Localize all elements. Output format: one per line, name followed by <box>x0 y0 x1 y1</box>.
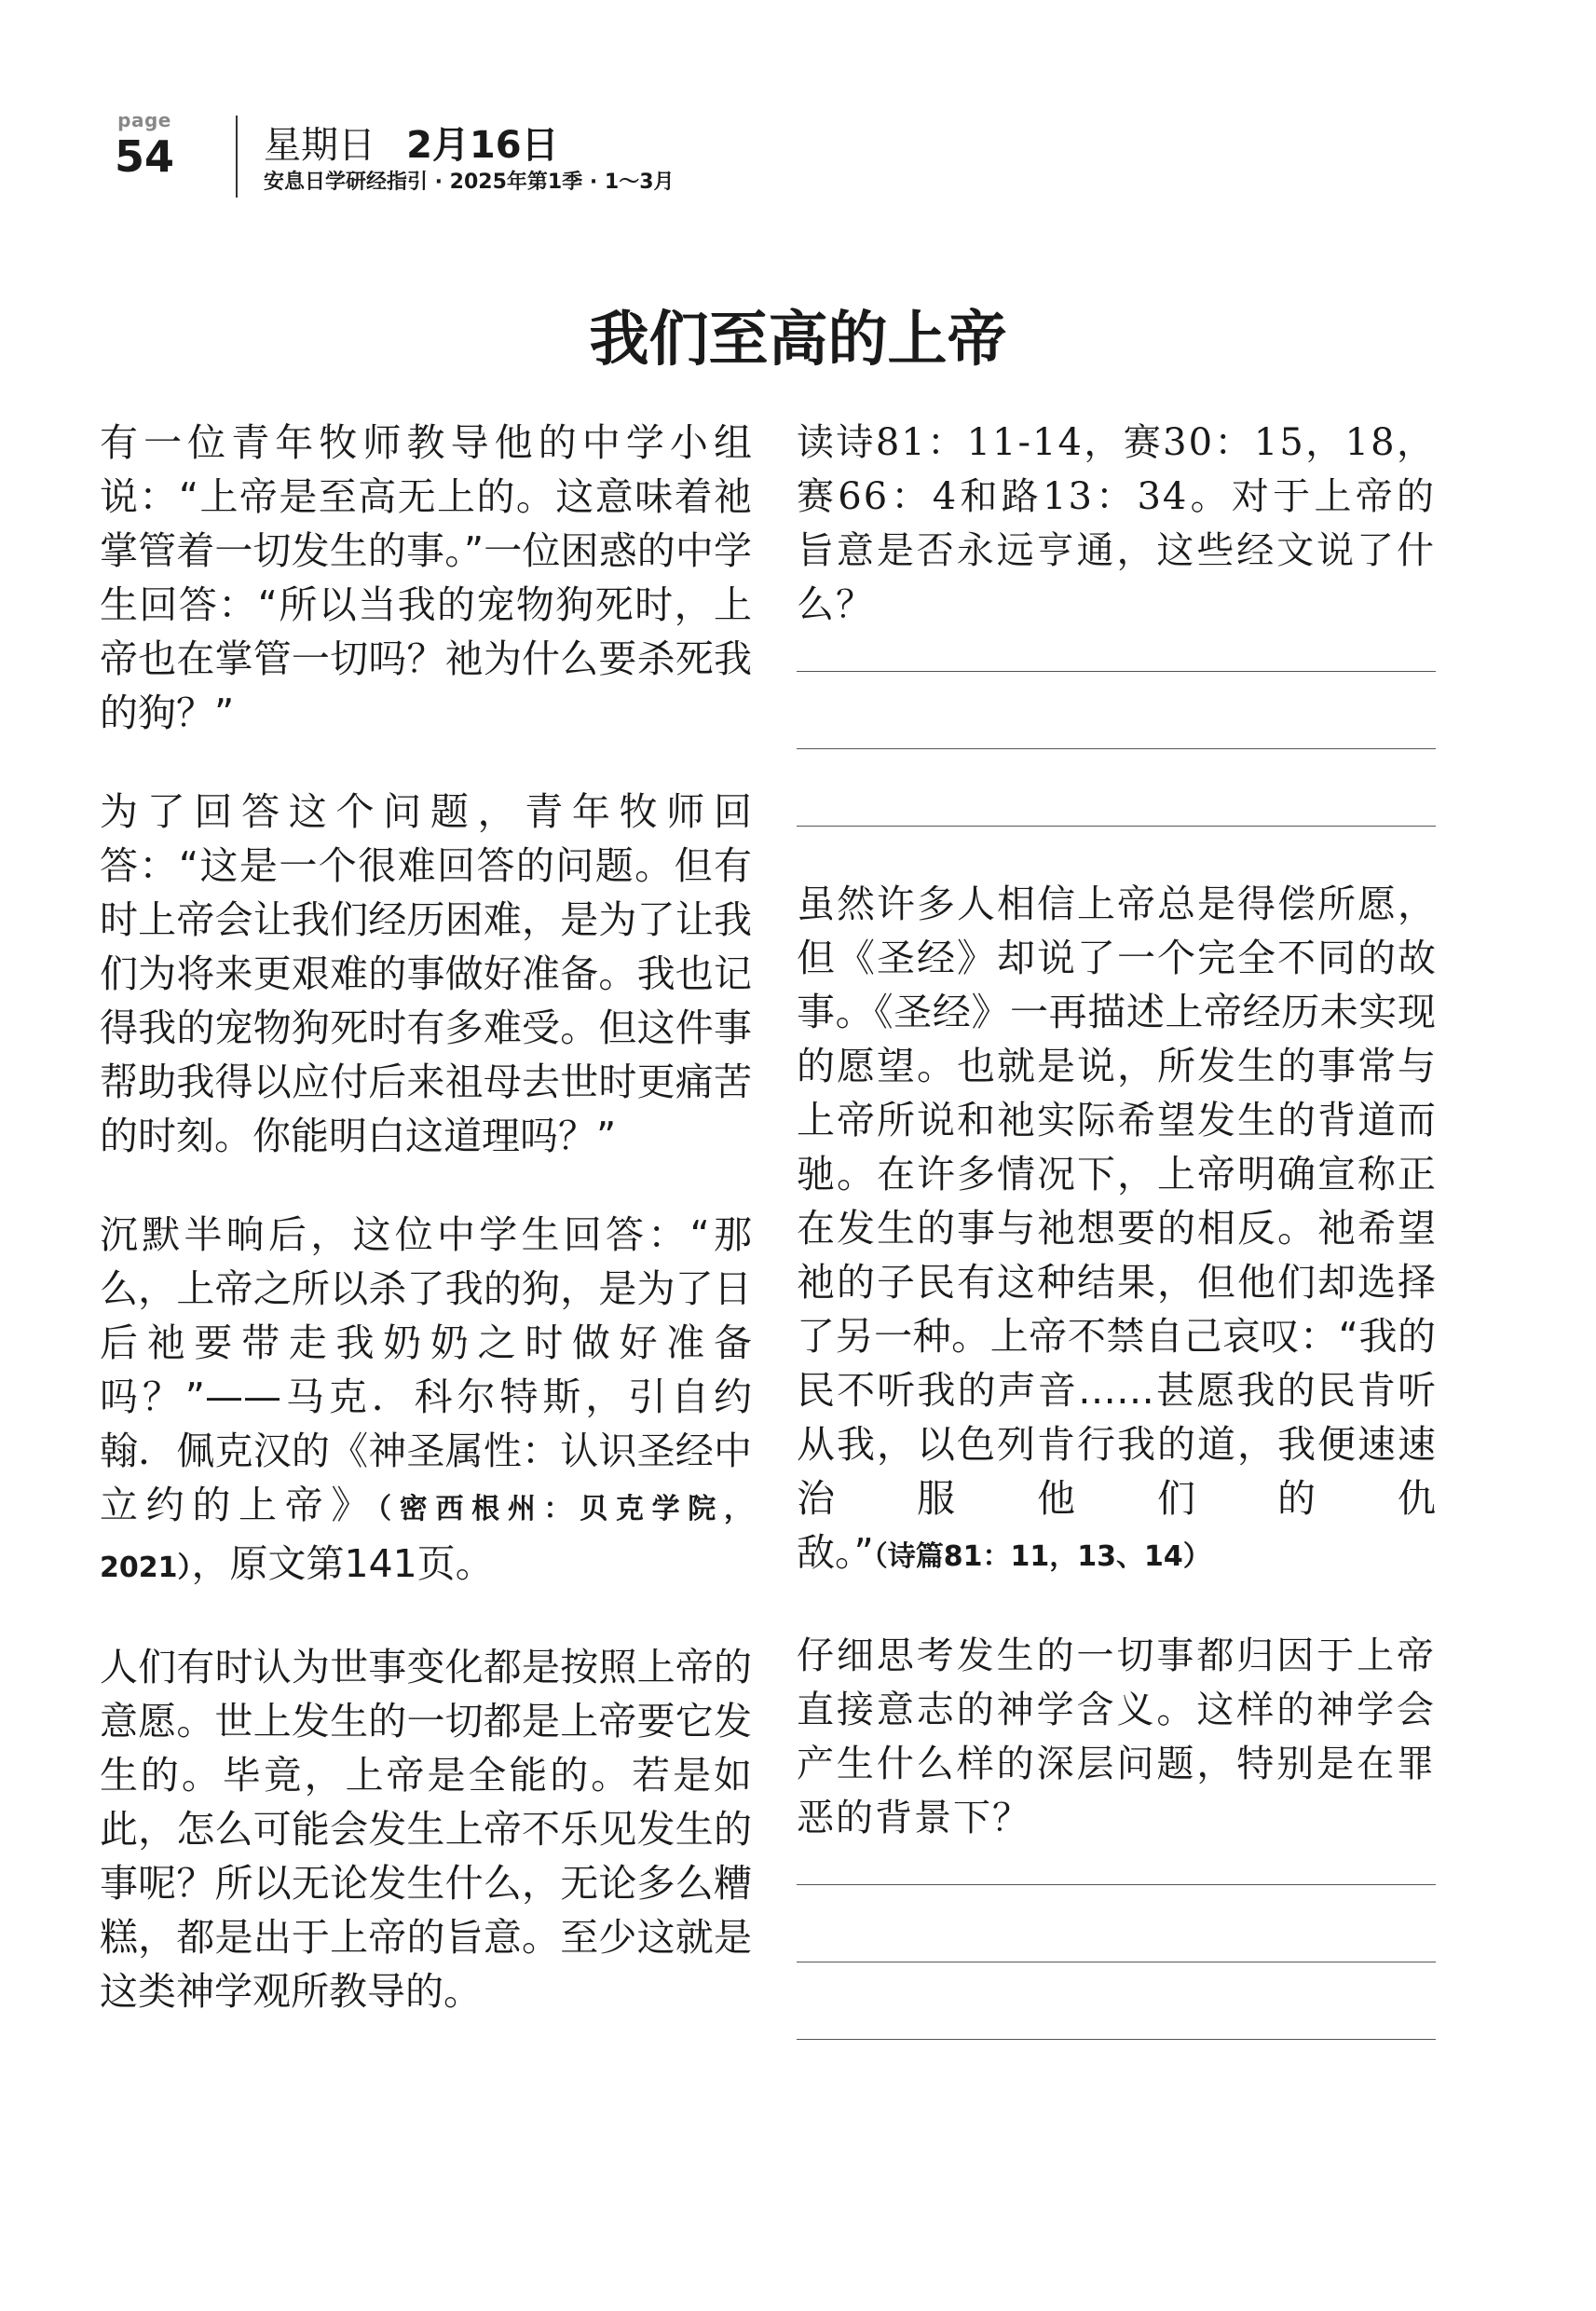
answer-line[interactable] <box>797 1884 1436 1885</box>
study-question-1: 读诗81：11-14，赛30：15，18，赛66：4和路13：34。对于上帝的旨意是否永远亨通，这些经文说了什么？ <box>797 421 1436 626</box>
page-number: 54 <box>114 131 174 182</box>
answer-line[interactable] <box>797 748 1436 749</box>
scripture-reference: （诗篇81：11，13、14） <box>873 1540 1211 1573</box>
paragraph-3 <box>100 1208 752 1595</box>
paragraph-3-text: 沉默半晌后，这位中学生回答：“那么，上帝之所以杀了我的狗，是为了日后祂要带走我奶奶之时做好准备吗？”——马克．科尔特斯，引自约翰．佩克汉的《神圣属性：认识圣经中立约的上帝》 <box>100 1212 752 1527</box>
answer-line[interactable] <box>797 826 1436 827</box>
header-date: 2月16日 <box>406 124 559 167</box>
answer-lines-2 <box>797 1884 1436 2040</box>
header-weekday: 星期日 <box>264 124 375 167</box>
header-divider <box>236 116 238 198</box>
study-question-2: 仔细思考发生的一切事都归因于上帝直接意志的神学含义。这样的神学会产生什么样的深层问题，特别是在罪恶的背景下？ <box>797 1634 1436 1839</box>
answer-line[interactable] <box>797 2039 1436 2040</box>
right-body-text: 虽然许多人相信上帝总是得偿所愿，但《圣经》却说了一个完全不同的故事。《圣经》一再描述上帝经历未实现的愿望。也就是说，所发生的事常与上帝所说和祂实际希望发生的背道而驰。在许多情况下，上帝明确宣称正在发生的事与祂想要的相反。祂希望祂的子民有这种结果，但他们却选择了另一种。上帝不禁自己哀叹：“我的民不听我的声音……甚愿我的民肯听从我，以色列肯行我的道，我便速速治服他们的仇敌。” <box>797 882 1436 1575</box>
header-subtitle: 安息日学研经指引 · 2025年第1季 · 1～3月 <box>264 171 675 194</box>
page-title: 我们至高的上帝 <box>589 305 1007 375</box>
paragraph-3-end: ，原文第141页。 <box>191 1541 494 1586</box>
page-number-block <box>98 110 191 183</box>
paragraph-2: 为了回答这个问题，青年牧师回答：“这是一个很难回答的问题。但有时上帝会让我们经历困难，是为了让我们为将来更艰难的事做好准备。我也记得我的宠物狗死时有多难受。但这件事帮助我得以应付后来祖母去世时更痛苦的时刻。你能明白这道理吗？” <box>100 789 752 1158</box>
publisher-note: （密西根州：贝克学院，2021） <box>100 1493 752 1584</box>
answer-line[interactable] <box>797 671 1436 672</box>
answer-lines-1 <box>797 671 1436 827</box>
right-body-paragraph <box>797 877 1436 1584</box>
paragraph-4: 人们有时认为世事变化都是按照上帝的意愿。世上发生的一切都是上帝要它发生的。毕竟，上帝是全能的。若是如此，怎么可能会发生上帝不乐见发生的事呢？所以无论发生什么，无论多么糟糕，都是出于上帝的旨意。至少这就是这类神学观所教导的。 <box>100 1645 752 2014</box>
left-column <box>100 416 752 2063</box>
header-text <box>264 116 675 197</box>
right-column <box>797 416 1436 2090</box>
page-label: page <box>117 109 171 131</box>
paragraph-1: 有一位青年牧师教导他的中学小组说：“上帝是至高无上的。这意味着祂掌管着一切发生的事。”一位困惑的中学生回答：“所以当我的宠物狗死时，上帝也在掌管一切吗？祂为什么要杀死我的狗？” <box>100 420 752 735</box>
